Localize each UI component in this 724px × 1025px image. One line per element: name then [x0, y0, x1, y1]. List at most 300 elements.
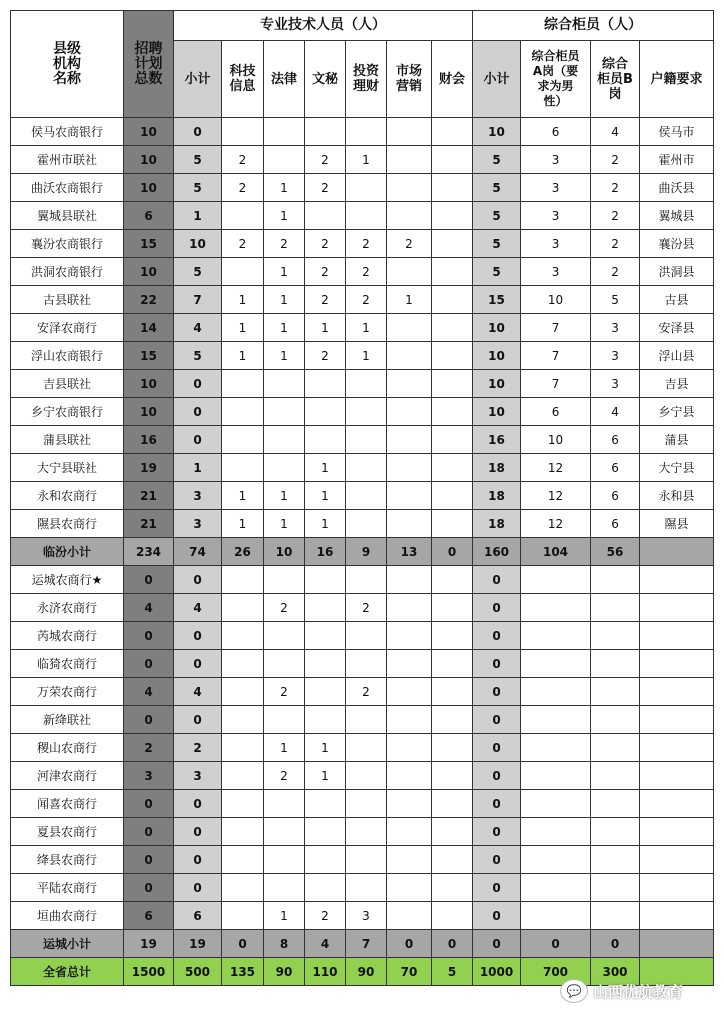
- table-cell: 0: [174, 566, 222, 594]
- table-cell: 5: [473, 174, 521, 202]
- table-cell: [264, 454, 305, 482]
- table-cell: [264, 118, 305, 146]
- table-cell: [521, 902, 591, 930]
- table-cell: [432, 286, 473, 314]
- table-cell: 4: [174, 314, 222, 342]
- table-cell: 1: [264, 734, 305, 762]
- table-cell: 2: [346, 230, 387, 258]
- table-cell: 110: [305, 958, 346, 986]
- table-cell: [222, 118, 264, 146]
- table-cell: [591, 902, 640, 930]
- table-cell: [264, 426, 305, 454]
- table-cell: [346, 650, 387, 678]
- table-cell: 7: [521, 314, 591, 342]
- table-cell: [305, 874, 346, 902]
- table-cell: 0: [174, 622, 222, 650]
- table-cell: [387, 146, 432, 174]
- table-cell: 曲沃县: [640, 174, 714, 202]
- table-cell: 0: [124, 706, 174, 734]
- table-cell: 500: [174, 958, 222, 986]
- table-cell: 蒲县: [640, 426, 714, 454]
- table-cell: [387, 482, 432, 510]
- header-tech-col: 科技 信息: [222, 41, 264, 118]
- table-cell: [387, 874, 432, 902]
- table-cell: 1: [222, 510, 264, 538]
- table-cell: [222, 762, 264, 790]
- table-cell: [640, 846, 714, 874]
- table-cell: [640, 594, 714, 622]
- table-cell: 135: [222, 958, 264, 986]
- table-cell: [521, 874, 591, 902]
- table-cell: [305, 846, 346, 874]
- table-cell: 2: [591, 230, 640, 258]
- table-row: [11, 314, 714, 342]
- table-row: [11, 706, 714, 734]
- table-cell: 0: [174, 370, 222, 398]
- org-name-cell: 洪洞农商银行: [11, 258, 124, 286]
- header-tech-col: 市场 营销: [387, 41, 432, 118]
- table-cell: [222, 902, 264, 930]
- table-cell: 1: [222, 286, 264, 314]
- org-name-cell: 绛县农商行: [11, 846, 124, 874]
- table-row: [11, 258, 714, 286]
- table-cell: 5: [473, 258, 521, 286]
- table-cell: 0: [124, 846, 174, 874]
- table-cell: [640, 818, 714, 846]
- table-cell: [346, 566, 387, 594]
- table-cell: [346, 818, 387, 846]
- table-cell: 5: [473, 146, 521, 174]
- table-cell: 18: [473, 510, 521, 538]
- org-name-cell: 稷山农商行: [11, 734, 124, 762]
- table-cell: [432, 846, 473, 874]
- table-cell: 0: [124, 566, 174, 594]
- table-cell: 0: [174, 398, 222, 426]
- org-name-cell: 浮山农商银行: [11, 342, 124, 370]
- table-cell: 3: [591, 342, 640, 370]
- table-cell: [222, 398, 264, 426]
- org-name-cell: 隰县农商行: [11, 510, 124, 538]
- table-cell: [346, 202, 387, 230]
- table-cell: 21: [124, 510, 174, 538]
- table-cell: [521, 734, 591, 762]
- table-cell: 3: [591, 314, 640, 342]
- table-cell: 90: [264, 958, 305, 986]
- table-cell: 10: [174, 230, 222, 258]
- table-cell: 90: [346, 958, 387, 986]
- table-cell: 26: [222, 538, 264, 566]
- table-cell: 19: [124, 454, 174, 482]
- subtotal-row-linfen: [11, 538, 714, 566]
- table-cell: [222, 622, 264, 650]
- table-cell: [305, 706, 346, 734]
- table-row: [11, 454, 714, 482]
- org-name-cell: 曲沃农商银行: [11, 174, 124, 202]
- org-name-cell: 永济农商行: [11, 594, 124, 622]
- table-cell: 2: [264, 594, 305, 622]
- table-cell: 0: [124, 874, 174, 902]
- table-cell: 5: [174, 258, 222, 286]
- table-cell: [346, 622, 387, 650]
- table-cell: 0: [473, 930, 521, 958]
- table-cell: 2: [346, 678, 387, 706]
- table-cell: 0: [432, 538, 473, 566]
- table-row: [11, 174, 714, 202]
- table-cell: [591, 566, 640, 594]
- table-cell: [222, 734, 264, 762]
- table-cell: 0: [124, 790, 174, 818]
- table-cell: [346, 762, 387, 790]
- header-teller-col: 综合 柜员B 岗: [591, 41, 640, 118]
- table-cell: [387, 118, 432, 146]
- table-cell: [222, 370, 264, 398]
- table-cell: 13: [387, 538, 432, 566]
- table-cell: [432, 202, 473, 230]
- org-name-cell: 临汾小计: [11, 538, 124, 566]
- table-cell: 12: [521, 454, 591, 482]
- table-cell: 1: [305, 482, 346, 510]
- table-row: [11, 342, 714, 370]
- table-cell: [432, 650, 473, 678]
- table-cell: 10: [124, 370, 174, 398]
- table-cell: 8: [264, 930, 305, 958]
- table-row: [11, 426, 714, 454]
- table-cell: [387, 258, 432, 286]
- header-tech-col: 财会: [432, 41, 473, 118]
- table-cell: [387, 762, 432, 790]
- table-cell: [305, 622, 346, 650]
- org-name-cell: 翼城县联社: [11, 202, 124, 230]
- table-cell: 6: [521, 118, 591, 146]
- table-cell: 侯马市: [640, 118, 714, 146]
- table-cell: 2: [305, 174, 346, 202]
- table-cell: 7: [346, 930, 387, 958]
- table-cell: 10: [124, 118, 174, 146]
- table-cell: [640, 622, 714, 650]
- table-cell: 5: [473, 202, 521, 230]
- table-cell: 0: [174, 650, 222, 678]
- table-cell: 2: [174, 734, 222, 762]
- table-cell: 1: [264, 174, 305, 202]
- table-cell: 2: [591, 258, 640, 286]
- table-cell: 1: [264, 482, 305, 510]
- table-cell: [387, 622, 432, 650]
- table-row: [11, 594, 714, 622]
- table-cell: [640, 790, 714, 818]
- table-cell: 0: [591, 930, 640, 958]
- table-cell: 2: [305, 902, 346, 930]
- table-cell: [432, 426, 473, 454]
- table-cell: [591, 790, 640, 818]
- table-cell: [222, 258, 264, 286]
- table-cell: [305, 118, 346, 146]
- table-cell: 10: [124, 398, 174, 426]
- org-name-cell: 霍州市联社: [11, 146, 124, 174]
- table-cell: [346, 734, 387, 762]
- table-cell: 19: [174, 930, 222, 958]
- table-cell: [387, 650, 432, 678]
- table-cell: 安泽县: [640, 314, 714, 342]
- table-cell: 0: [222, 930, 264, 958]
- table-cell: 2: [591, 146, 640, 174]
- table-cell: 7: [174, 286, 222, 314]
- table-cell: [432, 594, 473, 622]
- table-cell: 5: [174, 342, 222, 370]
- table-cell: 0: [473, 566, 521, 594]
- table-cell: 2: [346, 258, 387, 286]
- header-tech-col: 法律: [264, 41, 305, 118]
- table-cell: [264, 846, 305, 874]
- table-cell: [222, 202, 264, 230]
- org-name-cell: 河津农商行: [11, 762, 124, 790]
- table-cell: [346, 482, 387, 510]
- table-cell: 10: [521, 426, 591, 454]
- table-cell: 1: [264, 286, 305, 314]
- table-cell: 9: [346, 538, 387, 566]
- table-cell: [387, 454, 432, 482]
- org-name-cell: 永和农商行: [11, 482, 124, 510]
- table-cell: [387, 202, 432, 230]
- table-cell: 0: [521, 930, 591, 958]
- table-cell: [591, 846, 640, 874]
- table-cell: 0: [473, 790, 521, 818]
- table-cell: [387, 594, 432, 622]
- table-cell: 6: [124, 202, 174, 230]
- table-row: [11, 146, 714, 174]
- table-cell: 3: [591, 370, 640, 398]
- watermark: [560, 976, 683, 1006]
- table-cell: [432, 510, 473, 538]
- chat-bubble-icon: 💬: [560, 979, 588, 1003]
- table-cell: [305, 566, 346, 594]
- table-cell: [264, 566, 305, 594]
- table-cell: 10: [124, 258, 174, 286]
- org-name-cell: 大宁县联社: [11, 454, 124, 482]
- table-cell: [264, 370, 305, 398]
- table-cell: 1: [222, 482, 264, 510]
- table-row: [11, 790, 714, 818]
- table-cell: 6: [591, 482, 640, 510]
- table-cell: [591, 762, 640, 790]
- table-cell: [521, 594, 591, 622]
- table-cell: 1000: [473, 958, 521, 986]
- table-cell: [222, 594, 264, 622]
- table-cell: 4: [591, 118, 640, 146]
- table-cell: 1: [305, 762, 346, 790]
- org-name-cell: 蒲县联社: [11, 426, 124, 454]
- table-cell: [264, 790, 305, 818]
- table-cell: 10: [473, 118, 521, 146]
- table-cell: [640, 706, 714, 734]
- table-cell: 16: [473, 426, 521, 454]
- table-cell: [264, 622, 305, 650]
- table-cell: 洪洞县: [640, 258, 714, 286]
- table-cell: 5: [174, 146, 222, 174]
- table-cell: [387, 566, 432, 594]
- table-cell: [521, 846, 591, 874]
- table-cell: 6: [174, 902, 222, 930]
- table-cell: 0: [473, 650, 521, 678]
- table-cell: 永和县: [640, 482, 714, 510]
- table-cell: 1: [264, 258, 305, 286]
- table-cell: [264, 706, 305, 734]
- table-cell: [222, 426, 264, 454]
- table-cell: 1: [174, 202, 222, 230]
- table-cell: 0: [174, 846, 222, 874]
- table-cell: 5: [432, 958, 473, 986]
- org-name-cell: 全省总计: [11, 958, 124, 986]
- table-cell: [305, 678, 346, 706]
- table-cell: [591, 706, 640, 734]
- org-name-cell: 夏县农商行: [11, 818, 124, 846]
- table-cell: 1: [305, 510, 346, 538]
- table-cell: 4: [174, 678, 222, 706]
- table-cell: [432, 818, 473, 846]
- table-cell: [387, 790, 432, 818]
- table-cell: 吉县: [640, 370, 714, 398]
- table-cell: 15: [124, 342, 174, 370]
- table-cell: [432, 902, 473, 930]
- table-cell: [305, 650, 346, 678]
- table-cell: 3: [174, 510, 222, 538]
- recruitment-table: [10, 10, 714, 986]
- table-cell: 0: [473, 734, 521, 762]
- table-cell: 15: [473, 286, 521, 314]
- table-cell: [305, 370, 346, 398]
- table-cell: 3: [174, 482, 222, 510]
- table-cell: 6: [591, 510, 640, 538]
- table-cell: [521, 790, 591, 818]
- org-name-cell: 运城小计: [11, 930, 124, 958]
- subtotal-row-yuncheng: [11, 930, 714, 958]
- table-cell: 22: [124, 286, 174, 314]
- table-cell: 14: [124, 314, 174, 342]
- table-row: [11, 510, 714, 538]
- table-cell: [640, 650, 714, 678]
- table-cell: 0: [473, 846, 521, 874]
- table-cell: [387, 902, 432, 930]
- table-cell: 0: [124, 818, 174, 846]
- table-cell: [346, 454, 387, 482]
- table-row: [11, 622, 714, 650]
- table-cell: [346, 510, 387, 538]
- header-tech-col: 文秘: [305, 41, 346, 118]
- org-name-cell: 运城农商行★: [11, 566, 124, 594]
- header-teller-col: 综合柜员 A岗（要 求为男 性）: [521, 41, 591, 118]
- org-name-cell: 闻喜农商行: [11, 790, 124, 818]
- table-cell: [640, 678, 714, 706]
- table-cell: 0: [473, 706, 521, 734]
- table-cell: [387, 678, 432, 706]
- table-row: [11, 566, 714, 594]
- table-cell: 10: [124, 174, 174, 202]
- table-cell: 2: [222, 174, 264, 202]
- table-row: [11, 874, 714, 902]
- table-cell: [591, 874, 640, 902]
- table-cell: 21: [124, 482, 174, 510]
- org-name-cell: 安泽农商行: [11, 314, 124, 342]
- org-name-cell: 乡宁农商银行: [11, 398, 124, 426]
- table-cell: 3: [174, 762, 222, 790]
- table-row: [11, 482, 714, 510]
- table-cell: [521, 678, 591, 706]
- table-row: [11, 678, 714, 706]
- table-cell: [346, 874, 387, 902]
- org-name-cell: 襄汾农商银行: [11, 230, 124, 258]
- table-cell: 18: [473, 482, 521, 510]
- table-cell: 2: [346, 594, 387, 622]
- table-cell: [346, 118, 387, 146]
- header-teller-col: 小计: [473, 41, 521, 118]
- table-cell: [521, 566, 591, 594]
- table-cell: 5: [473, 230, 521, 258]
- table-cell: 1: [305, 734, 346, 762]
- table-cell: [432, 342, 473, 370]
- table-cell: [432, 118, 473, 146]
- table-cell: [387, 174, 432, 202]
- table-cell: [387, 734, 432, 762]
- table-cell: 18: [473, 454, 521, 482]
- table-cell: 0: [473, 874, 521, 902]
- table-cell: 1: [346, 146, 387, 174]
- table-cell: 6: [591, 426, 640, 454]
- table-cell: 0: [174, 874, 222, 902]
- table-row: [11, 650, 714, 678]
- table-cell: 1: [222, 342, 264, 370]
- table-cell: [432, 734, 473, 762]
- table-cell: [264, 146, 305, 174]
- table-cell: 70: [387, 958, 432, 986]
- table-cell: [521, 622, 591, 650]
- org-name-cell: 芮城农商行: [11, 622, 124, 650]
- table-row: [11, 734, 714, 762]
- table-cell: [640, 762, 714, 790]
- table-cell: 1: [174, 454, 222, 482]
- table-cell: 0: [174, 426, 222, 454]
- table-cell: [305, 202, 346, 230]
- table-cell: [346, 706, 387, 734]
- table-cell: [432, 678, 473, 706]
- table-cell: [346, 398, 387, 426]
- table-cell: [640, 930, 714, 958]
- table-cell: 4: [591, 398, 640, 426]
- table-cell: [640, 734, 714, 762]
- table-cell: 2: [305, 146, 346, 174]
- table-cell: 160: [473, 538, 521, 566]
- table-cell: [432, 370, 473, 398]
- table-cell: [387, 426, 432, 454]
- table-cell: [521, 762, 591, 790]
- table-cell: [346, 174, 387, 202]
- table-row: [11, 230, 714, 258]
- table-cell: [305, 790, 346, 818]
- table-cell: 隰县: [640, 510, 714, 538]
- table-cell: 300: [591, 958, 640, 986]
- table-cell: 0: [174, 818, 222, 846]
- table-cell: [432, 482, 473, 510]
- table-cell: 霍州市: [640, 146, 714, 174]
- table-cell: 0: [473, 594, 521, 622]
- table-row: [11, 202, 714, 230]
- table-cell: [432, 762, 473, 790]
- table-cell: 大宁县: [640, 454, 714, 482]
- table-cell: [591, 818, 640, 846]
- header-total-plan: 招聘 计划 总数: [124, 11, 174, 118]
- table-cell: 0: [124, 650, 174, 678]
- table-cell: 2: [222, 230, 264, 258]
- org-name-cell: 万荣农商行: [11, 678, 124, 706]
- table-cell: 10: [124, 146, 174, 174]
